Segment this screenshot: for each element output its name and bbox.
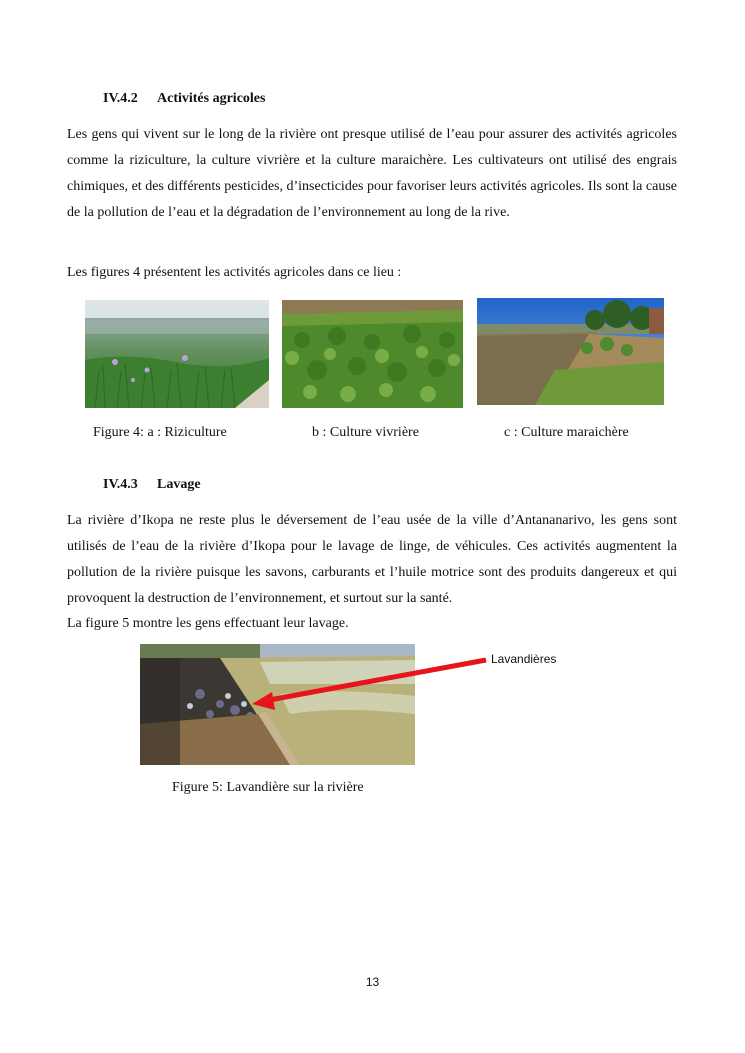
section-title: Lavage xyxy=(157,477,201,492)
caption-figure-4c: c : Culture maraichère xyxy=(504,425,629,440)
paragraph-lavage: La rivière d’Ikopa ne reste plus le déversement de l’eau usée de la ville d’Antananarivo, les gens sont utilisés de l’eau de la rivière d’Ikopa pour le lavage de linge, de véhicules. Ces activités augmentent la pollution de la rivière puisque les savons, carburants et l’huile motrice sont des produits dangereux et qui provoquent la destruction de l’environnement, et surtout sur la santé. xyxy=(67,513,677,606)
section-heading-lavage xyxy=(103,477,201,493)
annotation-lavandieres: Lavandières xyxy=(491,652,557,666)
section-number: IV.4.3 xyxy=(103,477,138,492)
section-number: IV.4.2 xyxy=(103,91,138,106)
section-title: Activités agricoles xyxy=(157,91,266,106)
caption-figure-4b: b : Culture vivrière xyxy=(312,425,419,440)
photo-riziculture xyxy=(85,300,269,408)
caption-figure-5: Figure 5: Lavandière sur la rivière xyxy=(172,780,364,795)
photo-lavandieres xyxy=(140,644,415,765)
paragraph-agricoles: Les gens qui vivent sur le long de la rivière ont presque utilisé de l’eau pour assurer des activités agricoles comme la riziculture, la culture vivrière et la culture maraichère. Les cultivateurs ont utilisé des engrais chimiques, et des différents pesticides, d’insecticides pour favoriser leurs activités agricoles. Ils sont la cause de la pollution de l’eau et la dégradation de l’environnement au long de la rive. xyxy=(67,127,677,220)
photo-culture-vivriere xyxy=(282,300,463,408)
photo-culture-maraichere xyxy=(477,298,664,405)
caption-figure-4a: Figure 4: a : Riziculture xyxy=(93,425,227,440)
figure-5-intro: La figure 5 montre les gens effectuant leur lavage. xyxy=(67,616,349,631)
section-heading-agricoles xyxy=(103,91,265,107)
page-number: 13 xyxy=(365,975,380,989)
figure-4-intro: Les figures 4 présentent les activités agricoles dans ce lieu : xyxy=(67,265,402,280)
